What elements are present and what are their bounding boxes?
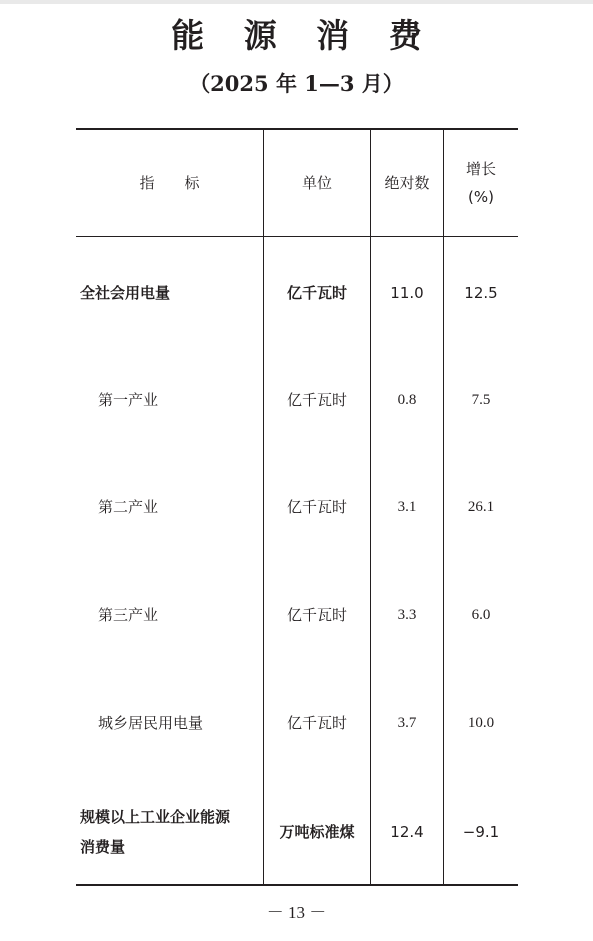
row-growth: 6.0 [471,607,491,623]
row-absolute: 0.8 [397,392,417,408]
row-absolute: 11.0 [390,284,424,302]
row-indicator: 第三产业 [98,606,159,624]
header-growth: 增长 (%) [465,160,496,206]
row-unit: 亿千瓦时 [286,391,347,409]
top-rule [0,0,593,4]
row-indicator: 城乡居民用电量 [98,714,204,732]
row-indicator: 第二产业 [98,498,159,516]
row-growth: 12.5 [464,284,498,302]
page-subtitle: （2025 年 1—3 月） [189,71,404,96]
page-title: 能 源 消 费 [171,16,436,55]
row-growth: 26.1 [467,499,495,515]
row-unit: 亿千瓦时 [286,498,347,516]
row-unit: 万吨标准煤 [279,823,355,841]
table-header-rule [76,236,518,237]
header-indicator: 指 标 [139,174,200,192]
row-absolute: 3.1 [397,499,417,515]
row-absolute: 3.7 [397,715,417,731]
row-unit: 亿千瓦时 [286,284,347,302]
row-indicator: 第一产业 [98,391,159,409]
row-growth: −9.1 [462,823,500,841]
row-absolute: 3.3 [397,607,417,623]
page-number: － 13 － [266,903,327,922]
table-bottom-rule [76,884,518,886]
header-unit: 单位 [301,174,332,192]
row-growth: 10.0 [467,715,495,731]
row-indicator: 规模以上工业企业能源 消费量 [80,808,231,856]
row-unit: 亿千瓦时 [286,606,347,624]
row-unit: 亿千瓦时 [286,714,347,732]
row-absolute: 12.4 [390,823,424,841]
row-growth: 7.5 [471,392,491,408]
row-indicator: 全社会用电量 [80,284,171,302]
header-absolute: 绝对数 [384,174,430,192]
